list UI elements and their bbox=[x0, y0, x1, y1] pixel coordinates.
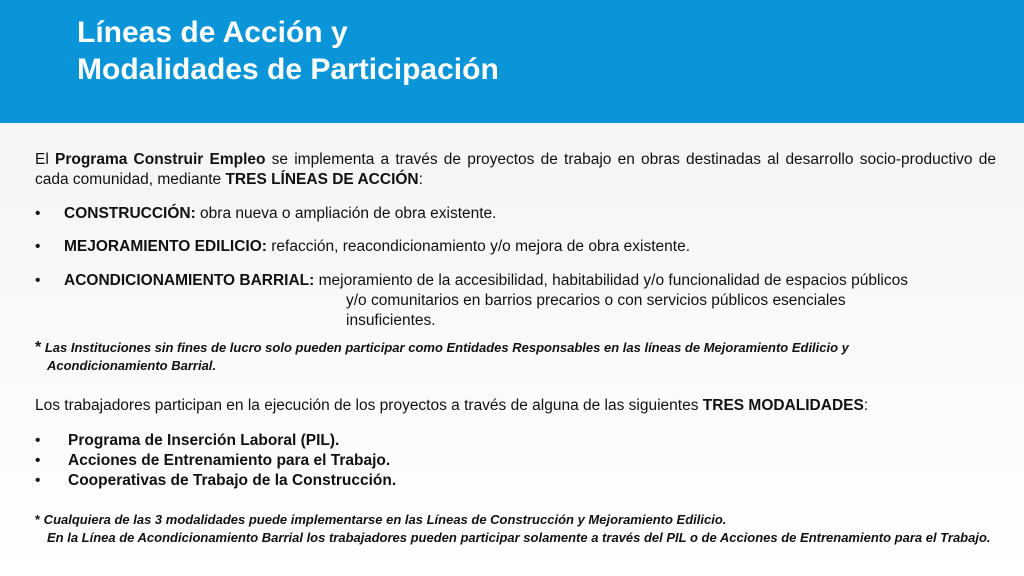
slide-header bbox=[0, 0, 1024, 123]
asterisk-icon: * bbox=[35, 339, 42, 356]
program-name: Programa Construir Empleo bbox=[54, 151, 266, 168]
asterisk-icon: * bbox=[35, 512, 41, 527]
linea-item bbox=[64, 237, 690, 257]
note-instituciones bbox=[35, 339, 996, 375]
note-text: Acondicionamiento Barrial. bbox=[47, 358, 217, 373]
intro-text: : bbox=[418, 171, 423, 188]
linea-text: obra nueva o ampliación de obra existente. bbox=[195, 205, 497, 222]
modalidad-item: Cooperativas de Trabajo de la Construcción. bbox=[68, 472, 397, 489]
linea-text: mejoramiento de la accesibilidad, habitabilidad y/o funcionalidad de espacios públicos bbox=[314, 272, 908, 289]
title-line-1: Líneas de Acción y bbox=[77, 16, 348, 49]
bullet-icon: • bbox=[35, 238, 41, 255]
note-modalidades-barrial: En la Línea de Acondicionamiento Barrial los trabajadores pueden participar solamente a través del PIL o de Acciones de Entrenamiento para el Trabajo. bbox=[47, 530, 991, 545]
bullet-icon: • bbox=[35, 432, 41, 449]
linea-text: refacción, reacondicionamiento y/o mejora de obra existente. bbox=[266, 238, 690, 255]
lineas-heading: TRES LÍNEAS DE ACCIÓN bbox=[225, 171, 419, 188]
modalidades-intro bbox=[35, 396, 996, 416]
modalidades-text: Los trabajadores participan en la ejecución de los proyectos a través de alguna de las siguientes bbox=[35, 397, 703, 414]
bullet-icon: • bbox=[35, 272, 41, 289]
slide-title bbox=[77, 14, 499, 88]
modalidad-item: Acciones de Entrenamiento para el Trabajo. bbox=[68, 452, 391, 469]
intro-text: El bbox=[35, 151, 55, 168]
modalidad-item: Programa de Inserción Laboral (PIL). bbox=[68, 432, 340, 449]
modalidades-text: : bbox=[863, 397, 869, 414]
linea-continuation: y/o comunitarios en barrios precarios o con servicios públicos esenciales bbox=[346, 292, 846, 309]
linea-label: ACONDICIONAMIENTO BARRIAL: bbox=[64, 272, 315, 289]
intro-paragraph bbox=[35, 150, 996, 190]
modalidades-heading: TRES MODALIDADES bbox=[702, 397, 864, 414]
bullet-icon: • bbox=[35, 205, 41, 222]
title-line-2: Modalidades de Participación bbox=[77, 53, 499, 86]
note-text: Las Instituciones sin fines de lucro solo pueden participar como Entidades Responsables en las líneas de Mejoramiento Edilicio y bbox=[44, 340, 849, 355]
linea-label: MEJORAMIENTO EDILICIO: bbox=[64, 238, 267, 255]
linea-label: CONSTRUCCIÓN: bbox=[64, 205, 196, 222]
intro-text: se implementa a través de proyectos de trabajo en obras destinadas al desarrollo socio-productivo de cada comunidad, mediante bbox=[35, 151, 996, 188]
bullet-icon: • bbox=[35, 472, 41, 489]
note-modalidades bbox=[35, 511, 996, 529]
note-text: Cualquiera de las 3 modalidades puede implementarse en las Líneas de Construcción y Mejoramiento Edilicio. bbox=[40, 512, 727, 527]
linea-continuation: insuficientes. bbox=[346, 312, 436, 329]
linea-item bbox=[64, 271, 908, 291]
linea-item bbox=[64, 204, 496, 224]
bullet-icon: • bbox=[35, 452, 41, 469]
